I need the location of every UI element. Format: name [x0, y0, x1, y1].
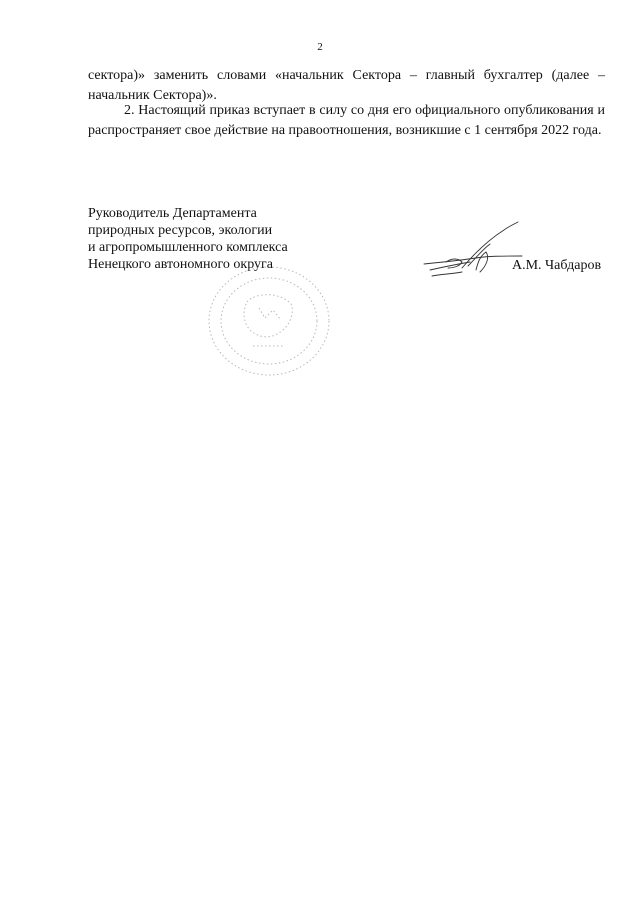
- paragraph-2: 2. Настоящий приказ вступает в силу со дня его официального опубликования и распространяет свое действие на правоотношения, возникшие с 1 сентября 2022 года.: [88, 103, 605, 138]
- paragraph-1: сектора)» заменить словами «начальник Сектора – главный бухгалтер (далее – начальник Сектора)».: [88, 68, 605, 103]
- signer-line-4: Ненецкого автономного округа: [88, 257, 273, 272]
- signer-line-2: природных ресурсов, экологии: [88, 223, 273, 238]
- signer-line-3: и агропромышленного комплекса: [88, 240, 288, 255]
- signer-name: А.М. Чабдаров: [512, 258, 602, 273]
- signer-line-1: Руководитель Департамента: [88, 206, 257, 221]
- official-stamp-icon: [203, 262, 335, 380]
- page-number: 2: [317, 41, 323, 53]
